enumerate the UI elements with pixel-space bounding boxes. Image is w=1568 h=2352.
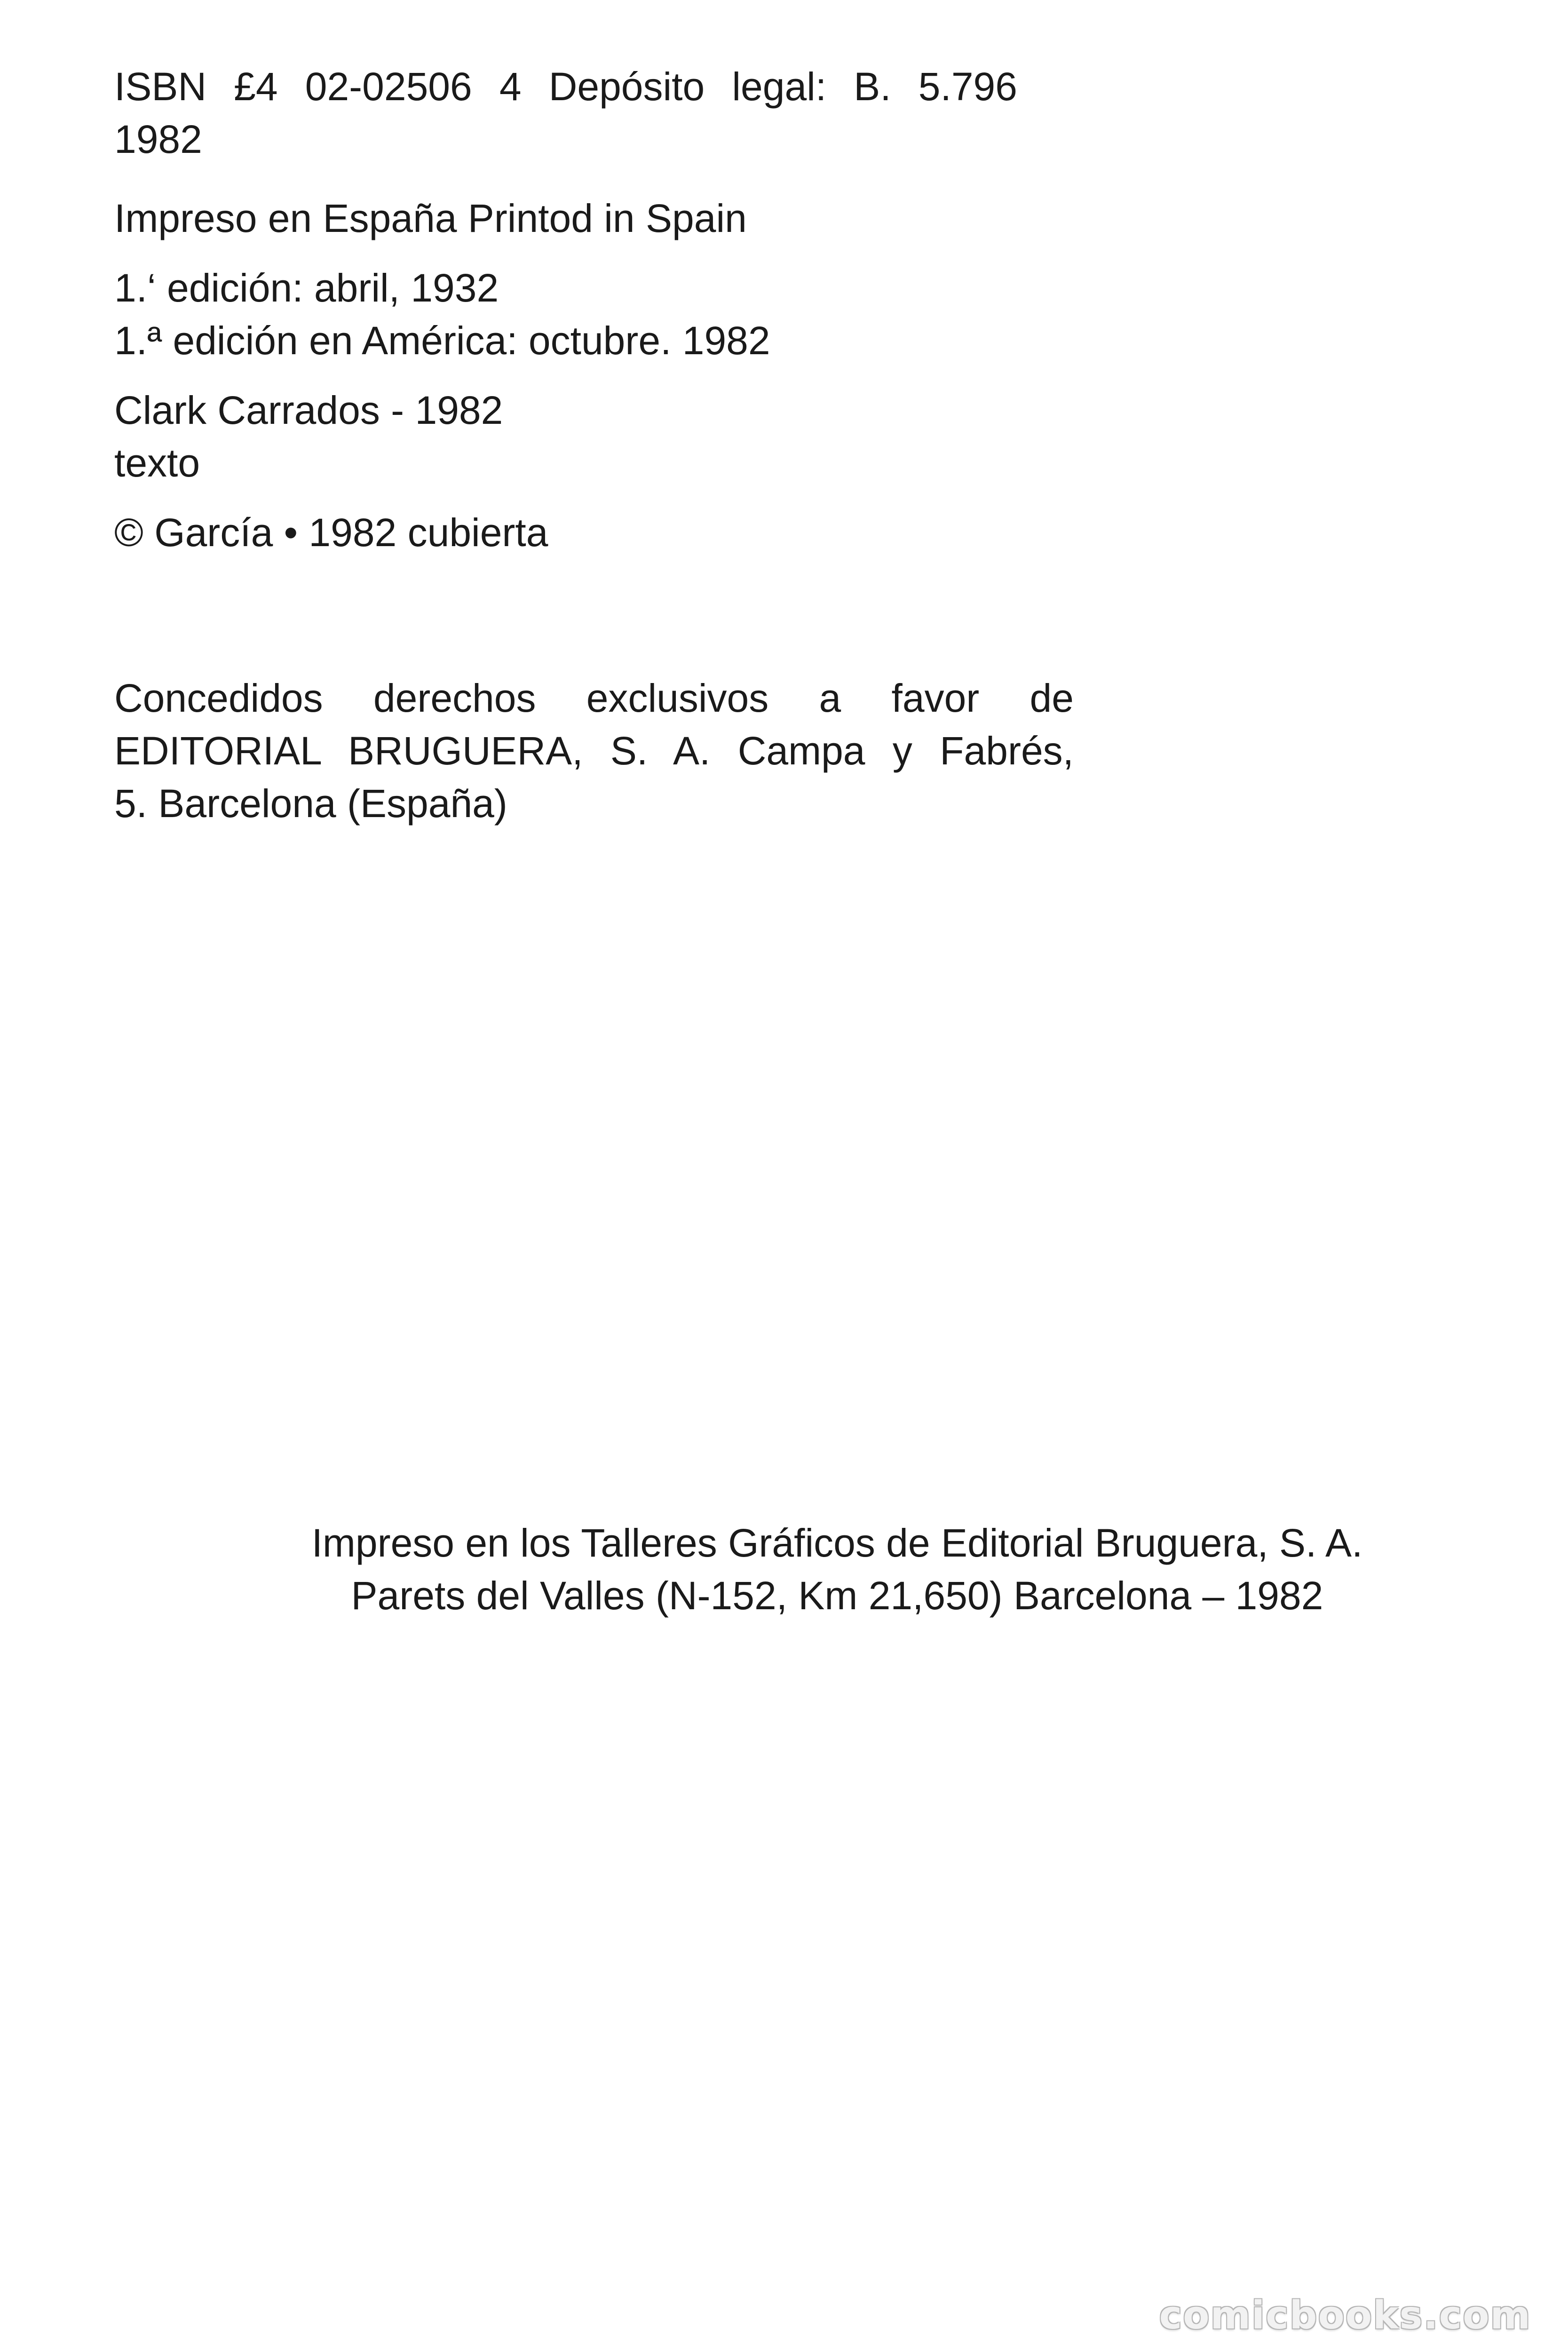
printer-line: Impreso en los Talleres Gráficos de Editorial Bruguera, S. A. bbox=[311, 1521, 1363, 1565]
site-watermark: comicbooks.com bbox=[1159, 2293, 1531, 2338]
rights-notice bbox=[114, 672, 1074, 830]
author-role: texto bbox=[114, 441, 200, 485]
printed-in-notice bbox=[114, 192, 747, 245]
rights-line: Concedidos derechos exclusivos a favor de bbox=[114, 676, 1074, 720]
rights-line: 5. Barcelona (España) bbox=[114, 781, 507, 826]
copyright-text: © García • 1982 cubierta bbox=[114, 510, 548, 555]
edition-info bbox=[114, 262, 770, 367]
rights-line: EDITORIAL BRUGUERA, S. A. Campa y Fabrés, bbox=[114, 729, 1074, 773]
printed-in-text: Impreso en España Printod in Spain bbox=[114, 196, 747, 240]
first-edition: 1.‘ edición: abril, 1932 bbox=[114, 266, 499, 310]
author-name: Clark Carrados - 1982 bbox=[114, 388, 503, 432]
author-credit bbox=[114, 384, 503, 489]
isbn-year: 1982 bbox=[114, 117, 202, 161]
printer-line: Parets del Valles (N-152, Km 21,650) Barcelona – 1982 bbox=[351, 1573, 1323, 1618]
printer-info bbox=[226, 1517, 1449, 1622]
isbn-line: ISBN £4 02-02506 4 Depósito legal: B. 5.796 bbox=[114, 64, 1017, 109]
isbn-info bbox=[114, 60, 1017, 166]
cover-copyright bbox=[114, 506, 548, 559]
america-edition: 1.ª edición en América: octubre. 1982 bbox=[114, 318, 770, 363]
